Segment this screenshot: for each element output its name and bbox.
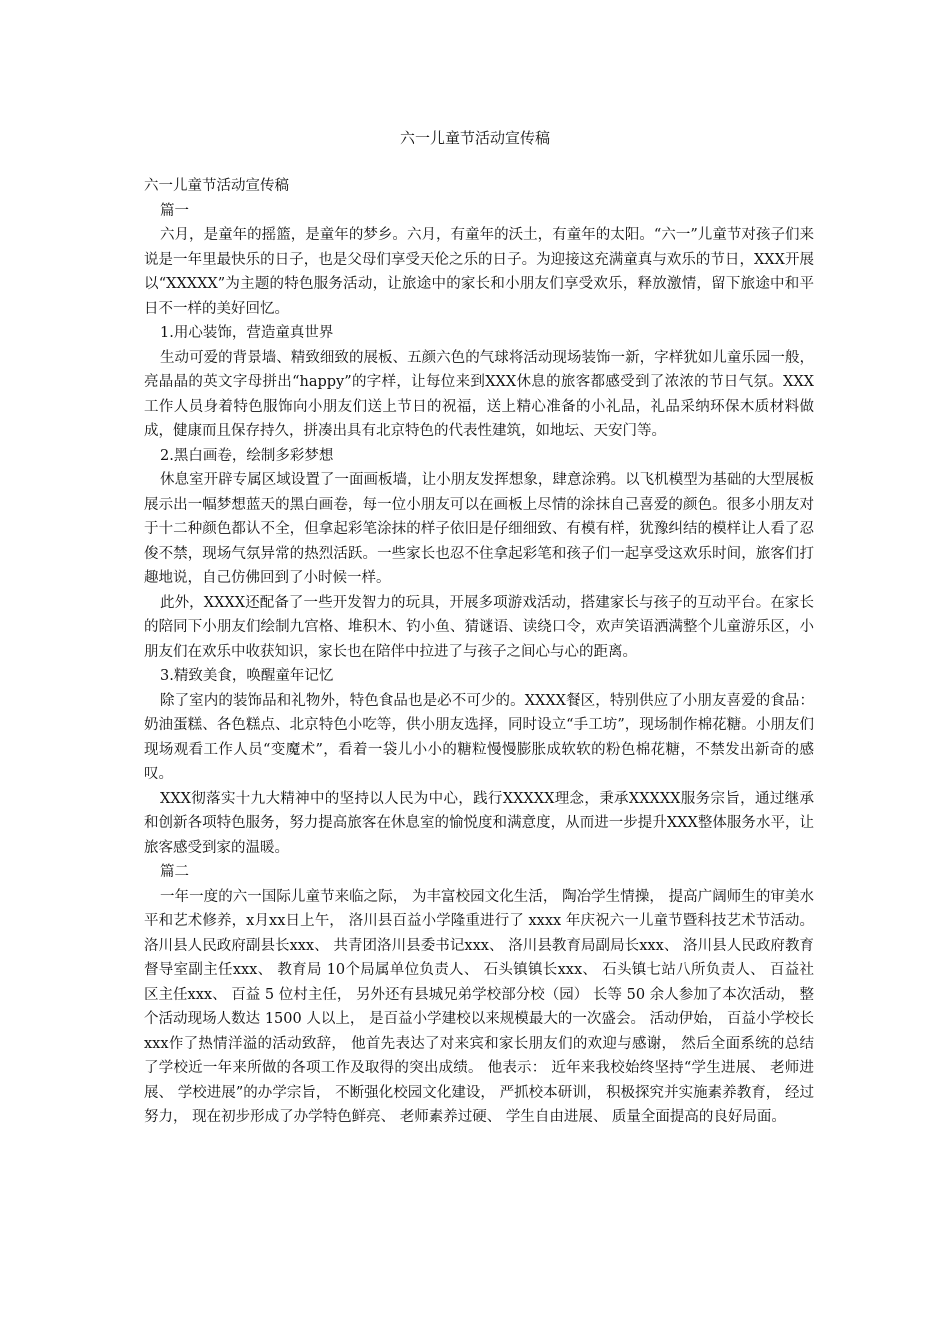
document-body: [144, 174, 814, 1130]
document-subtitle: 六一儿童节活动宣传稿: [144, 178, 289, 194]
section-heading-part1: 篇一: [160, 202, 189, 219]
paragraph: 六月，是童年的摇篮，是童年的梦乡。六月，有童年的沃土，有童年的太阳。“六一”儿童节对孩子们来说是一年里最快乐的日子，也是父母们享受天伦之乐的日子。为迎接这充满童真与欢乐的节日，XXX开展以“XXXXX”为主题的特色服务活动，让旅途中的家长和小朋友们享受欢乐，释放激情，留下旅途中和平日不一样的美好回忆。: [144, 227, 814, 317]
paragraph: XXX彻落实十九大精神中的坚持以人民为中心，践行XXXXX理念，秉承XXXXX服务宗旨，通过继承和创新各项特色服务，努力提高旅客在休息室的愉悦度和满意度，从而进一步提升XXX整体服务水平，让旅客感受到家的温暖。: [144, 790, 814, 856]
section-heading: 2.黑白画卷，绘制多彩梦想: [160, 447, 334, 464]
paragraph: 生动可爱的背景墙、精致细致的展板、五颜六色的气球将活动现场装饰一新，字样犹如儿童乐园一般，亮晶晶的英文字母拼出“happy”的字样，让每位来到XXX休息的旅客都感受到了浓浓的节日气氛。XXX工作人员身着特色服饰向小朋友们送上节日的祝福，送上精心准备的小礼品，礼品采纳环保木质材料做成，健康而且保存持久，拼凑出具有北京特色的代表性建筑，如地坛、天安门等。: [144, 349, 814, 439]
paragraph: 一年一度的六一国际儿童节来临之际， 为丰富校园文化生活， 陶冶学生情操， 提高广阔师生的审美水平和艺术修养，x月xx日上午， 洛川县百益小学隆重进行了 xxxx 年庆祝六一儿童节暨科技艺术节活动。 洛川县人民政府副县长xxx、 共青团洛川县委书记xxx、 洛川县教育局副局长xxx、 洛川县人民政府教育督导室副主任xxx、 教育局 10个局属单位负责人、 石头镇镇长xxx、 石头镇七站八所负责人、 百益社区主任xxx、 百益 5 位村主任， 另外还有县城兄弟学校部分校（园） 长等 50 余人参加了本次活动， 整个活动现场人数达 1500 人以上， 是百益小学建校以来规模最大的一次盛会。 活动伊始， 百益小学校长xxx作了热情洋溢的活动致辞， 他首先表达了对来宾和家长朋友们的欢迎与感谢， 然后全面系统的总结了学校近一年来所做的各项工作及取得的突出成绩。 他表示： 近年来我校始终坚持“学生进展、 老师进展、 学校进展”的办学宗旨， 不断强化校园文化建设， 严抓校本研训， 积极探究并实施素养教育， 经过努力， 现在初步形成了办学特色鲜亮、 老师素养过硬、 学生自由进展、 质量全面提高的良好局面。: [144, 888, 814, 1125]
paragraph: 休息室开辟专属区域设置了一面画板墙，让小朋友发挥想象，肆意涂鸦。以飞机模型为基础的大型展板展示出一幅梦想蓝天的黑白画卷，每一位小朋友可以在画板上尽情的涂抹自己喜爱的颜色。很多小朋友对于十二种颜色都认不全，但拿起彩笔涂抹的样子依旧是仔细细致、有模有样，犹豫纠结的模样让人看了忍俊不禁，现场气氛异常的热烈活跃。一些家长也忍不住拿起彩笔和孩子们一起享受这欢乐时间，旅客们打趣地说，自己仿佛回到了小时候一样。: [144, 472, 814, 586]
paragraph: 除了室内的装饰品和礼物外，特色食品也是必不可少的。XXXX餐区，特别供应了小朋友喜爱的食品：奶油蛋糕、各色糕点、北京特色小吃等，供小朋友选择，同时设立“手工坊”，现场制作棉花糖。小朋友们现场观看工作人员“变魔术”，看着一袋儿小小的糖粒慢慢膨胀成软软的粉色棉花糖，不禁发出新奇的感叹。: [144, 692, 814, 782]
section-heading: 1.用心装饰，营造童真世界: [160, 325, 334, 341]
paragraph: 此外，XXXX还配备了一些开发智力的玩具，开展多项游戏活动，搭建家长与孩子的互动平台。在家长的陪同下小朋友们绘制九宫格、堆积木、钓小鱼、猜谜语、读绕口令，欢声笑语洒满整个儿童游乐区，小朋友们在欢乐中收获知识，家长也在陪伴中拉进了与孩子之间心与心的距离。: [144, 594, 814, 660]
section-heading-part2: 篇二: [160, 864, 189, 880]
section-heading: 3.精致美食，唤醒童年记忆: [160, 668, 334, 684]
document-title: 六一儿童节活动宣传稿: [399, 129, 550, 147]
